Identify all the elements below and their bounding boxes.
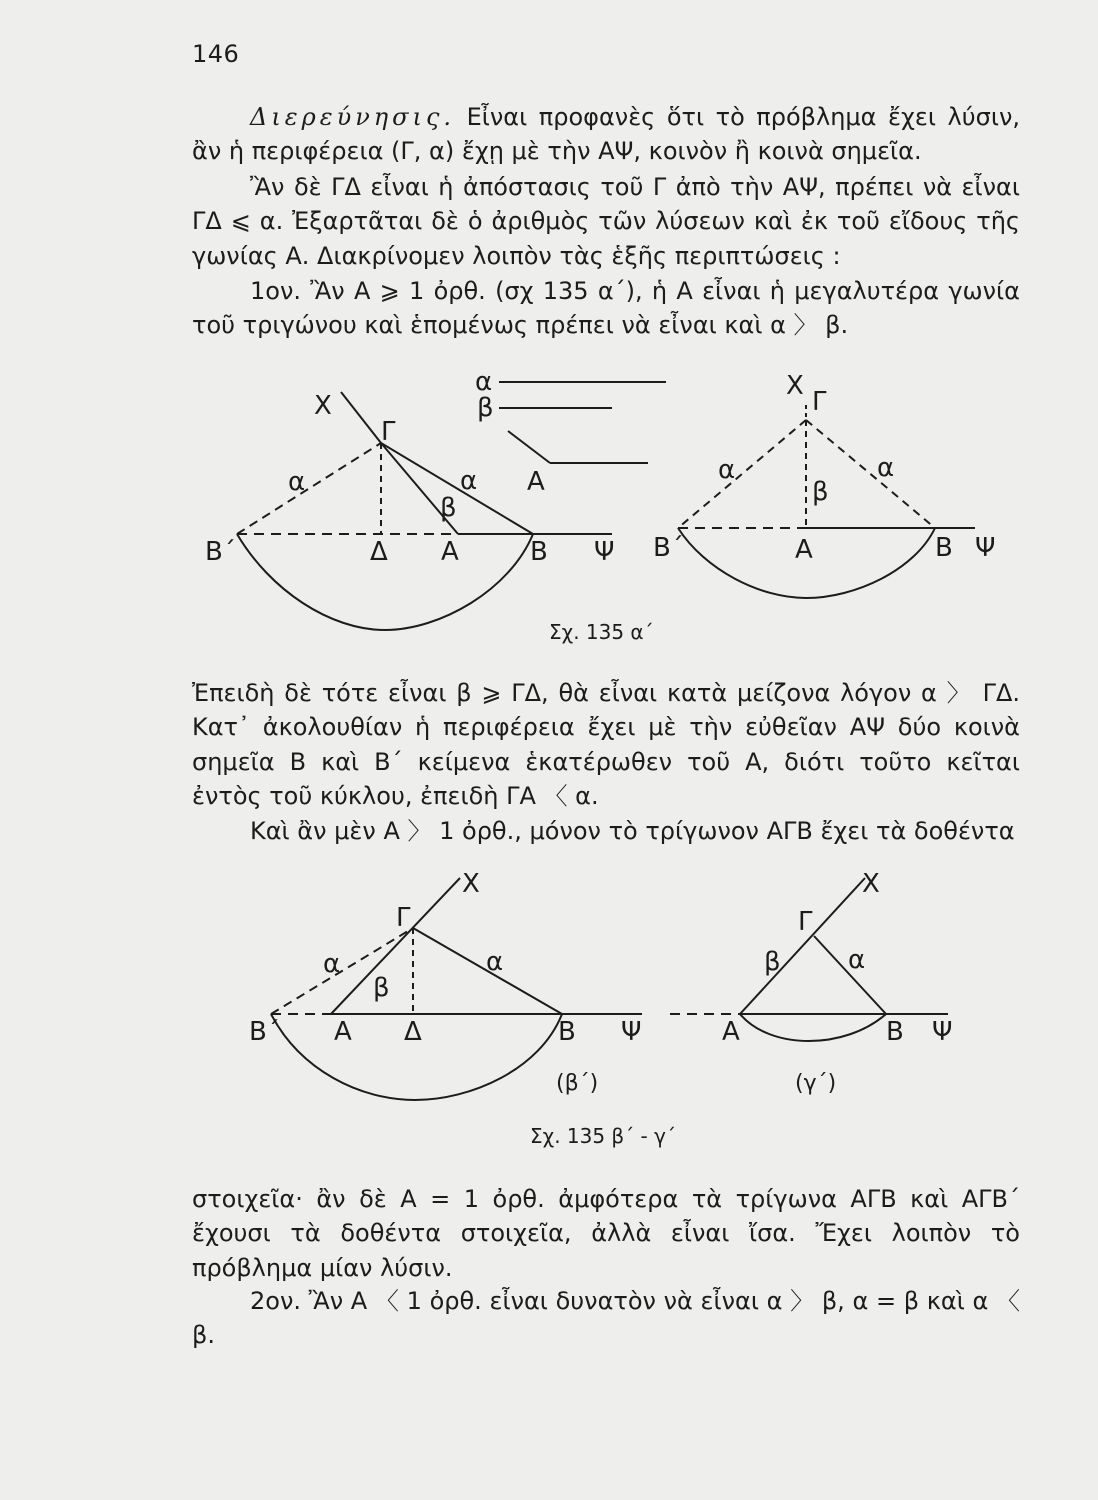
paragraph-6-text: στοιχεῖα· ἂν δὲ Α = 1 ὀρθ. ἀμφότερα τὰ τρίγωνα ΑΓΒ καὶ ΑΓΒ΄ ἔχουσι τὰ δοθέντα στοιχεῖα, ἀλλὰ εἶναι ἴσα. Ἔχει λοιπὸν τὸ πρόβλημα μίαν λύσιν. xyxy=(192,1185,1020,1282)
paragraph-6 xyxy=(192,1182,1020,1285)
label-Psi-right: Ψ xyxy=(975,533,996,563)
arc-right-2 xyxy=(740,1014,886,1041)
label-a2-2: α xyxy=(486,947,504,977)
paragraph-4-text: Ἐπειδὴ δὲ τότε εἶναι β ⩾ ΓΔ, θὰ εἶναι κατὰ μείζονα λόγον α 〉 ΓΔ. Κατ᾿ ἀκολουθίαν ἡ περιφέρεια ἔχει μὲ τὴν εὐθεῖαν ΑΨ δύο κοινὰ σημεῖα Β καὶ Β΄ κείμενα ἑκατέρωθεν τοῦ Α, διότι τοῦτο κεῖται ἐντὸς τοῦ κύκλου, ἐπειδὴ ΓΑ 〈 α. xyxy=(192,679,1020,810)
label-a-right-2: α xyxy=(848,945,866,975)
label-G-2: Γ xyxy=(396,903,411,933)
label-a1-right: α xyxy=(718,455,736,485)
label-Bp-right: Β΄ xyxy=(653,533,684,563)
label-a2: α xyxy=(460,466,478,496)
label-X: Χ xyxy=(314,391,332,421)
label-A-2: Α xyxy=(334,1017,352,1047)
label-b-2: β xyxy=(373,973,390,1003)
label-X-2: Χ xyxy=(462,869,480,899)
given-label-b: β xyxy=(477,393,494,423)
label-B-right: Β xyxy=(935,533,953,563)
label-Bp-2: Β΄ xyxy=(249,1017,280,1047)
label-a1: α xyxy=(288,467,306,497)
paragraph-3-text: 1ον. Ἂν Α ⩾ 1 ὀρθ. (σχ 135 α΄), ἡ Α εἶναι ἡ μεγαλυτέρα γωνία τοῦ τριγώνου καὶ ἑπομένως πρέπει νὰ εἶναι καὶ α 〉 β. xyxy=(192,277,1020,340)
label-X-right: Χ xyxy=(786,371,804,401)
label-Psi: Ψ xyxy=(594,537,615,567)
label-A: Α xyxy=(441,537,459,567)
page-number: 146 xyxy=(192,40,240,68)
given-label-a: α xyxy=(475,367,493,397)
label-D: Δ xyxy=(370,537,388,567)
label-X-right-2: Χ xyxy=(862,869,880,899)
given-label-A: Α xyxy=(527,467,545,497)
label-G: Γ xyxy=(381,417,396,447)
figure-1-caption: Σχ. 135 α΄ xyxy=(549,620,654,644)
label-G-right: Γ xyxy=(812,387,827,417)
label-b-right: β xyxy=(812,477,829,507)
paragraph-7-text: 2ον. Ἂν Α 〈 1 ὀρθ. εἶναι δυνατὸν νὰ εἶναι α 〉 β, α = β καὶ α 〈 β. xyxy=(192,1287,1020,1350)
paragraph-2-text: Ἂν δὲ ΓΔ εἶναι ἡ ἀπόστασις τοῦ Γ ἀπὸ τὴν ΑΨ, πρέπει νὰ εἶναι ΓΔ ⩽ α. Ἐξαρτᾶται δὲ ὁ ἀριθμὸς τῶν λύσεων καὶ ἐκ τοῦ εἴδους τῆς γωνίας Α. Διακρίνομεν λοιπὸν τὰς ἑξῆς περιπτώσεις : xyxy=(192,173,1020,270)
label-subfig-b: (β΄) xyxy=(556,1071,599,1096)
label-B: Β xyxy=(530,537,548,567)
line-x-a xyxy=(331,878,460,1014)
label-G-right-2: Γ xyxy=(798,907,813,937)
line-x-a-right xyxy=(740,878,865,1014)
label-b-right-2: β xyxy=(764,947,781,977)
label-Psi-2: Ψ xyxy=(621,1017,642,1047)
label-subfig-c: (γ΄) xyxy=(795,1071,837,1096)
label-B-right-2: Β xyxy=(886,1017,904,1047)
label-A-right: Α xyxy=(795,535,813,565)
label-A-right-2: Α xyxy=(722,1017,740,1047)
figure-2-caption: Σχ. 135 β΄ - γ΄ xyxy=(530,1124,676,1148)
label-Psi-right-2: Ψ xyxy=(932,1017,953,1047)
label-a2-right: α xyxy=(877,453,895,483)
section-heading: Διερεύνησις. xyxy=(250,103,456,131)
label-a1-2: α xyxy=(323,949,341,979)
paragraph-7 xyxy=(192,1284,1020,1353)
label-b: β xyxy=(440,493,457,523)
paragraph-1-text: Εἶναι προφανὲς ὅτι τὸ πρόβλημα ἔχει λύσιν, ἂν ἡ περιφέρεια (Γ, α) ἔχῃ μὲ τὴν ΑΨ, κοινὸν ἢ κοινὰ σημεῖα. xyxy=(192,103,1020,166)
label-D-2: Δ xyxy=(404,1017,422,1047)
label-Bp: Β΄ xyxy=(205,537,236,567)
paragraph-5-text: Καὶ ἂν μὲν Α 〉 1 ὀρθ., μόνον τὸ τρίγωνον ΑΓΒ ἔχει τὰ δοθέντα xyxy=(250,817,1015,845)
label-B-2: Β xyxy=(558,1017,576,1047)
